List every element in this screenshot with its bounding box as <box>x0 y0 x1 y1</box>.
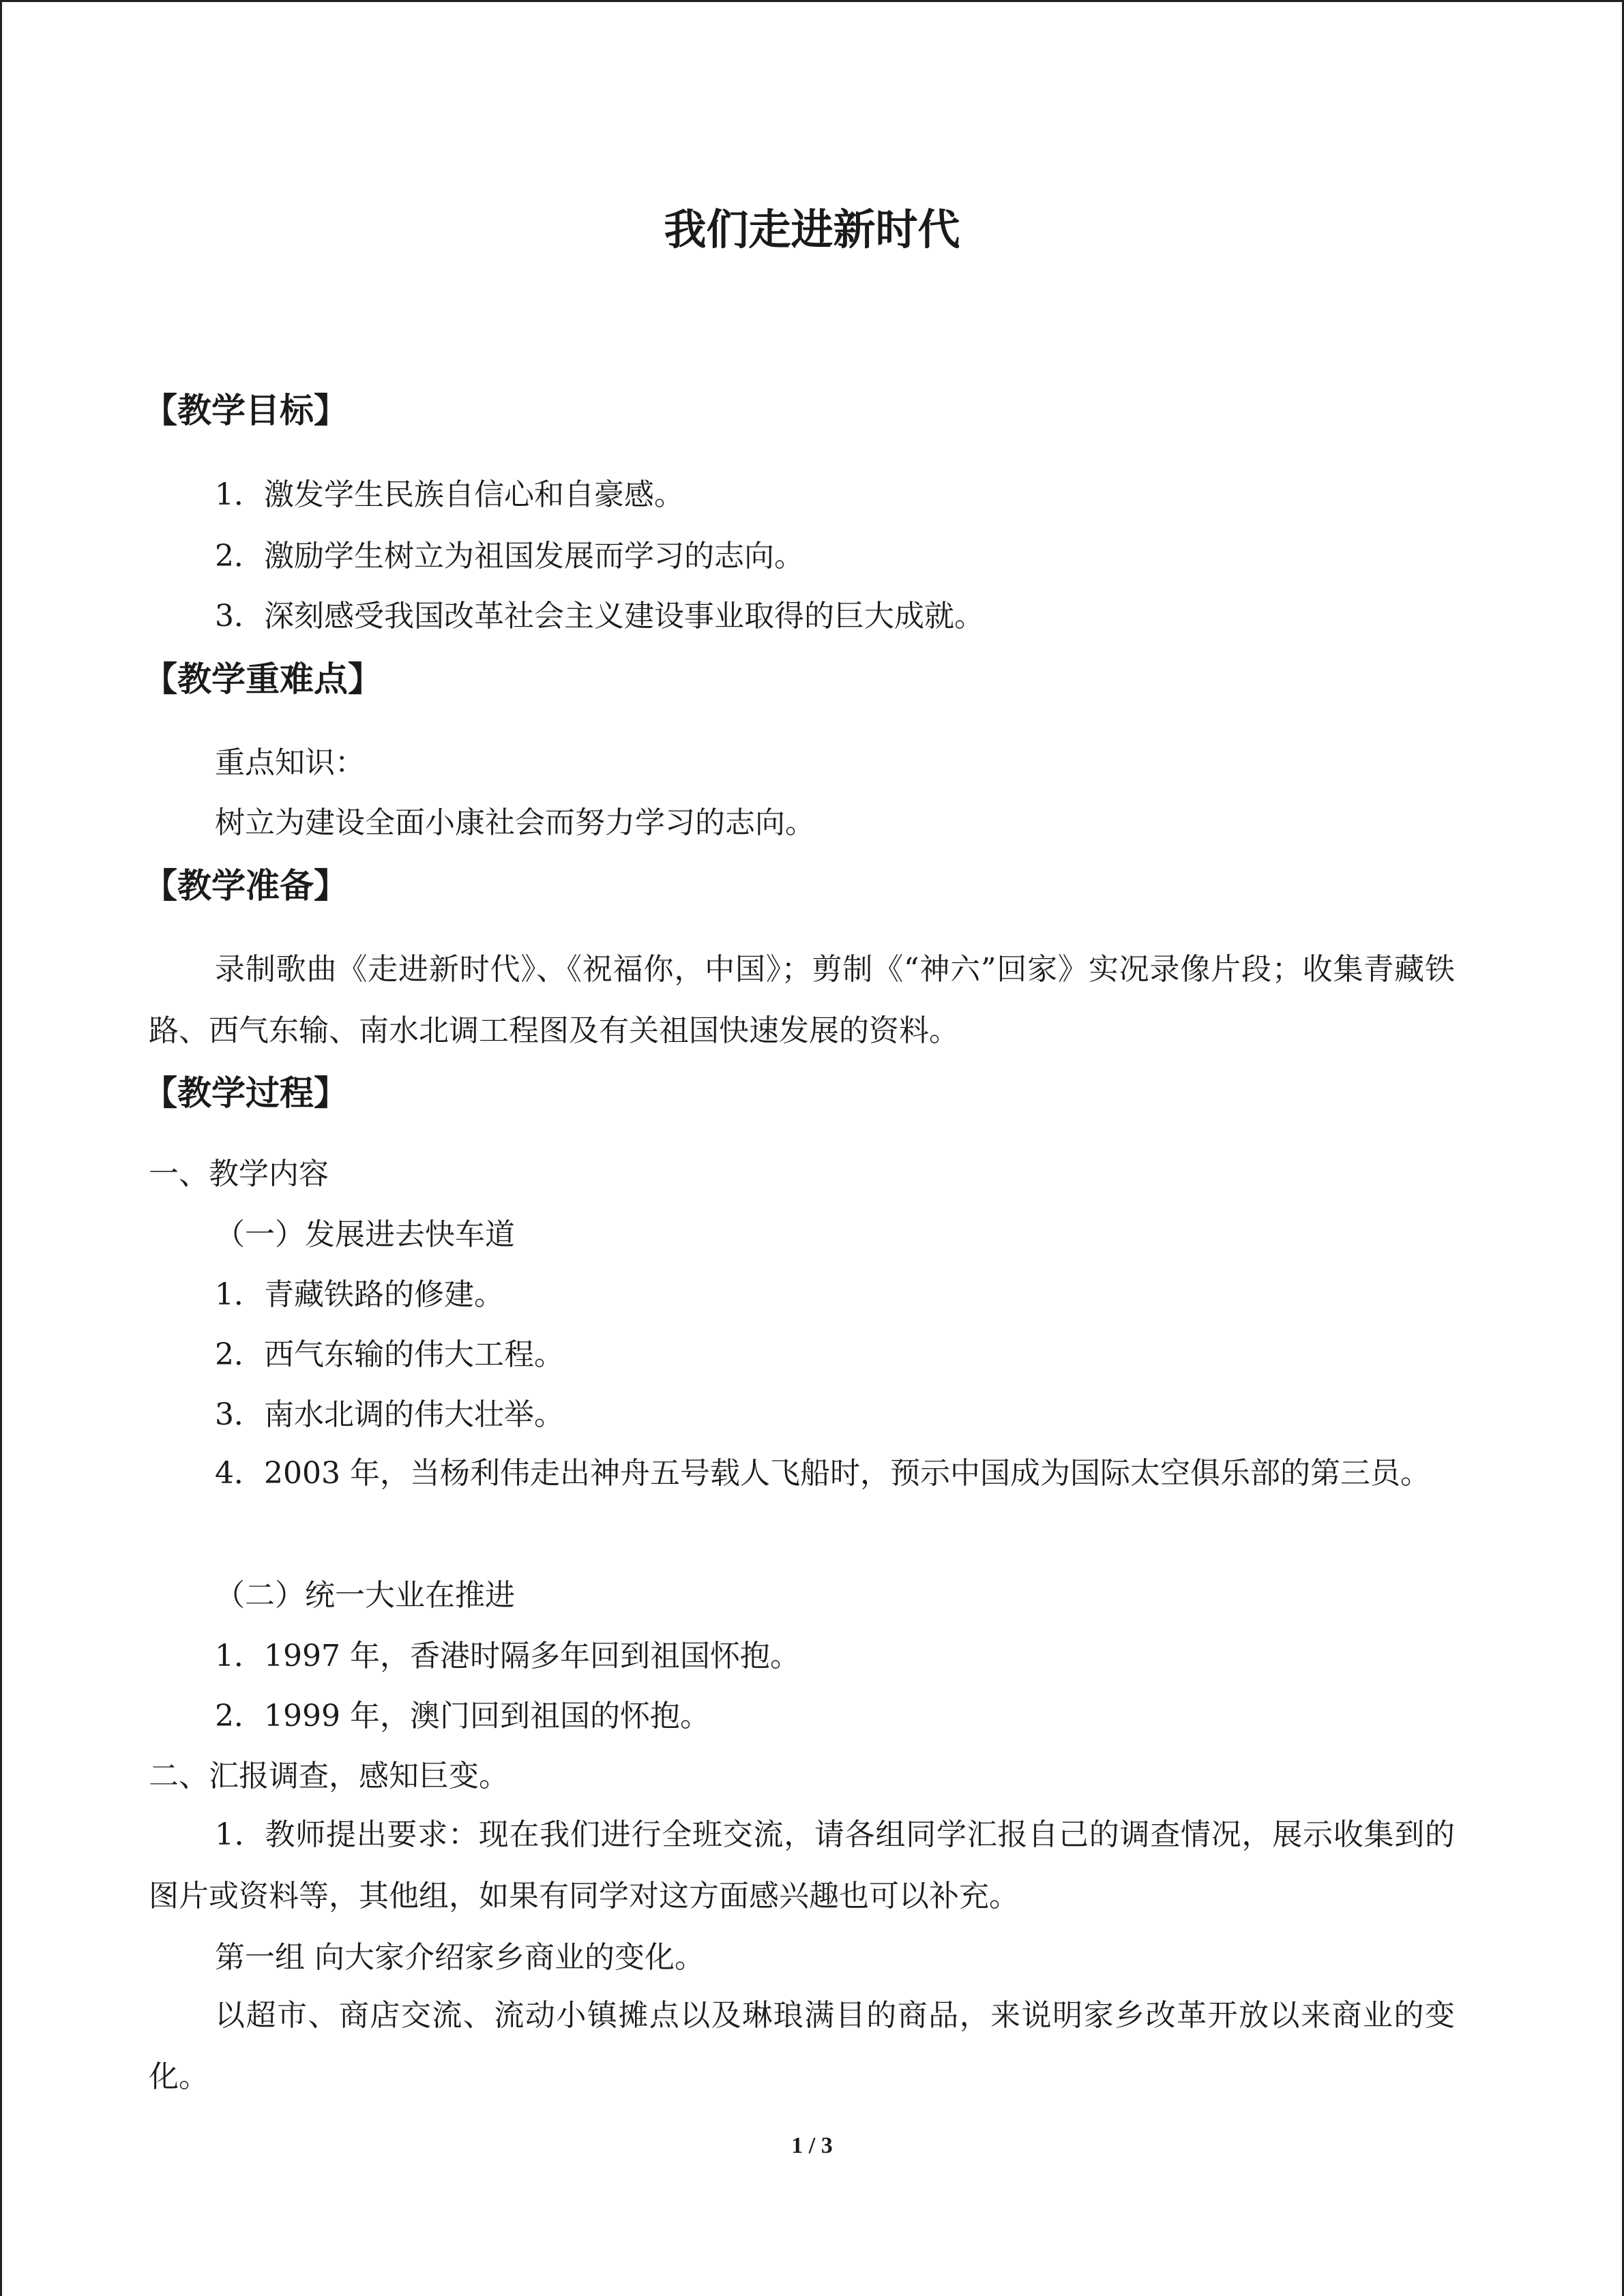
objective-item-1: 1．激发学生民族自信心和自豪感。 <box>215 477 684 512</box>
heading-preparation: 【教学准备】 <box>143 866 348 906</box>
process-part2-item-1: 1．教师提出要求：现在我们进行全班交流，请各组同学汇报自己的调查情况，展示收集到的图片或资料等，其他组，如果有同学对这方面感兴趣也可以补充。 <box>149 1817 1455 1913</box>
process-sub1-item-1: 1．青藏铁路的修建。 <box>215 1277 504 1312</box>
preparation-text: 录制歌曲《走进新时代》、《祝福你，中国》；剪制《“神六”回家》实况录像片段；收集青藏铁路、西气东输、南水北调工程图及有关祖国快速发展的资料。 <box>149 952 1455 1048</box>
key-points-label: 重点知识： <box>215 745 365 780</box>
process-sub1-title: （一）发展进去快车道 <box>215 1217 515 1252</box>
objective-item-2: 2．激励学生树立为祖国发展而学习的志向。 <box>215 539 804 573</box>
heading-objectives: 【教学目标】 <box>143 391 348 430</box>
page-border-left <box>0 0 2 2296</box>
process-sub2-item-1: 1．1997 年，香港时隔多年回到祖国怀抱。 <box>215 1639 800 1673</box>
process-group1-title: 第一组 向大家介绍家乡商业的变化。 <box>215 1940 705 1975</box>
key-points-text: 树立为建设全面小康社会而努力学习的志向。 <box>215 805 815 840</box>
process-group1-text: 以超市、商店交流、流动小镇摊点以及琳琅满目的商品，来说明家乡改革开放以来商业的变化。 <box>149 1998 1455 2094</box>
process-sub1-item-3: 3．南水北调的伟大壮举。 <box>215 1397 564 1432</box>
document-title: 我们走进新时代 <box>664 205 960 254</box>
heading-key-points: 【教学重难点】 <box>143 659 382 699</box>
process-part1-title: 一、教学内容 <box>149 1157 329 1191</box>
objective-item-3: 3．深刻感受我国改革社会主义建设事业取得的巨大成就。 <box>215 599 984 633</box>
process-sub1-item-4: 4．2003 年，当杨利伟走出神舟五号载人飞船时，预示中国成为国际太空俱乐部的第三员。 <box>215 1456 1430 1491</box>
heading-process: 【教学过程】 <box>143 1073 348 1113</box>
page-number: 1 / 3 <box>791 2133 833 2158</box>
page-border-top <box>0 0 1624 2</box>
process-part2-title: 二、汇报调查，感知巨变。 <box>149 1759 509 1793</box>
process-sub2-title: （二）统一大业在推进 <box>215 1578 515 1613</box>
process-sub1-item-2: 2．西气东输的伟大工程。 <box>215 1337 564 1372</box>
process-sub2-item-2: 2．1999 年，澳门回到祖国的怀抱。 <box>215 1699 710 1733</box>
